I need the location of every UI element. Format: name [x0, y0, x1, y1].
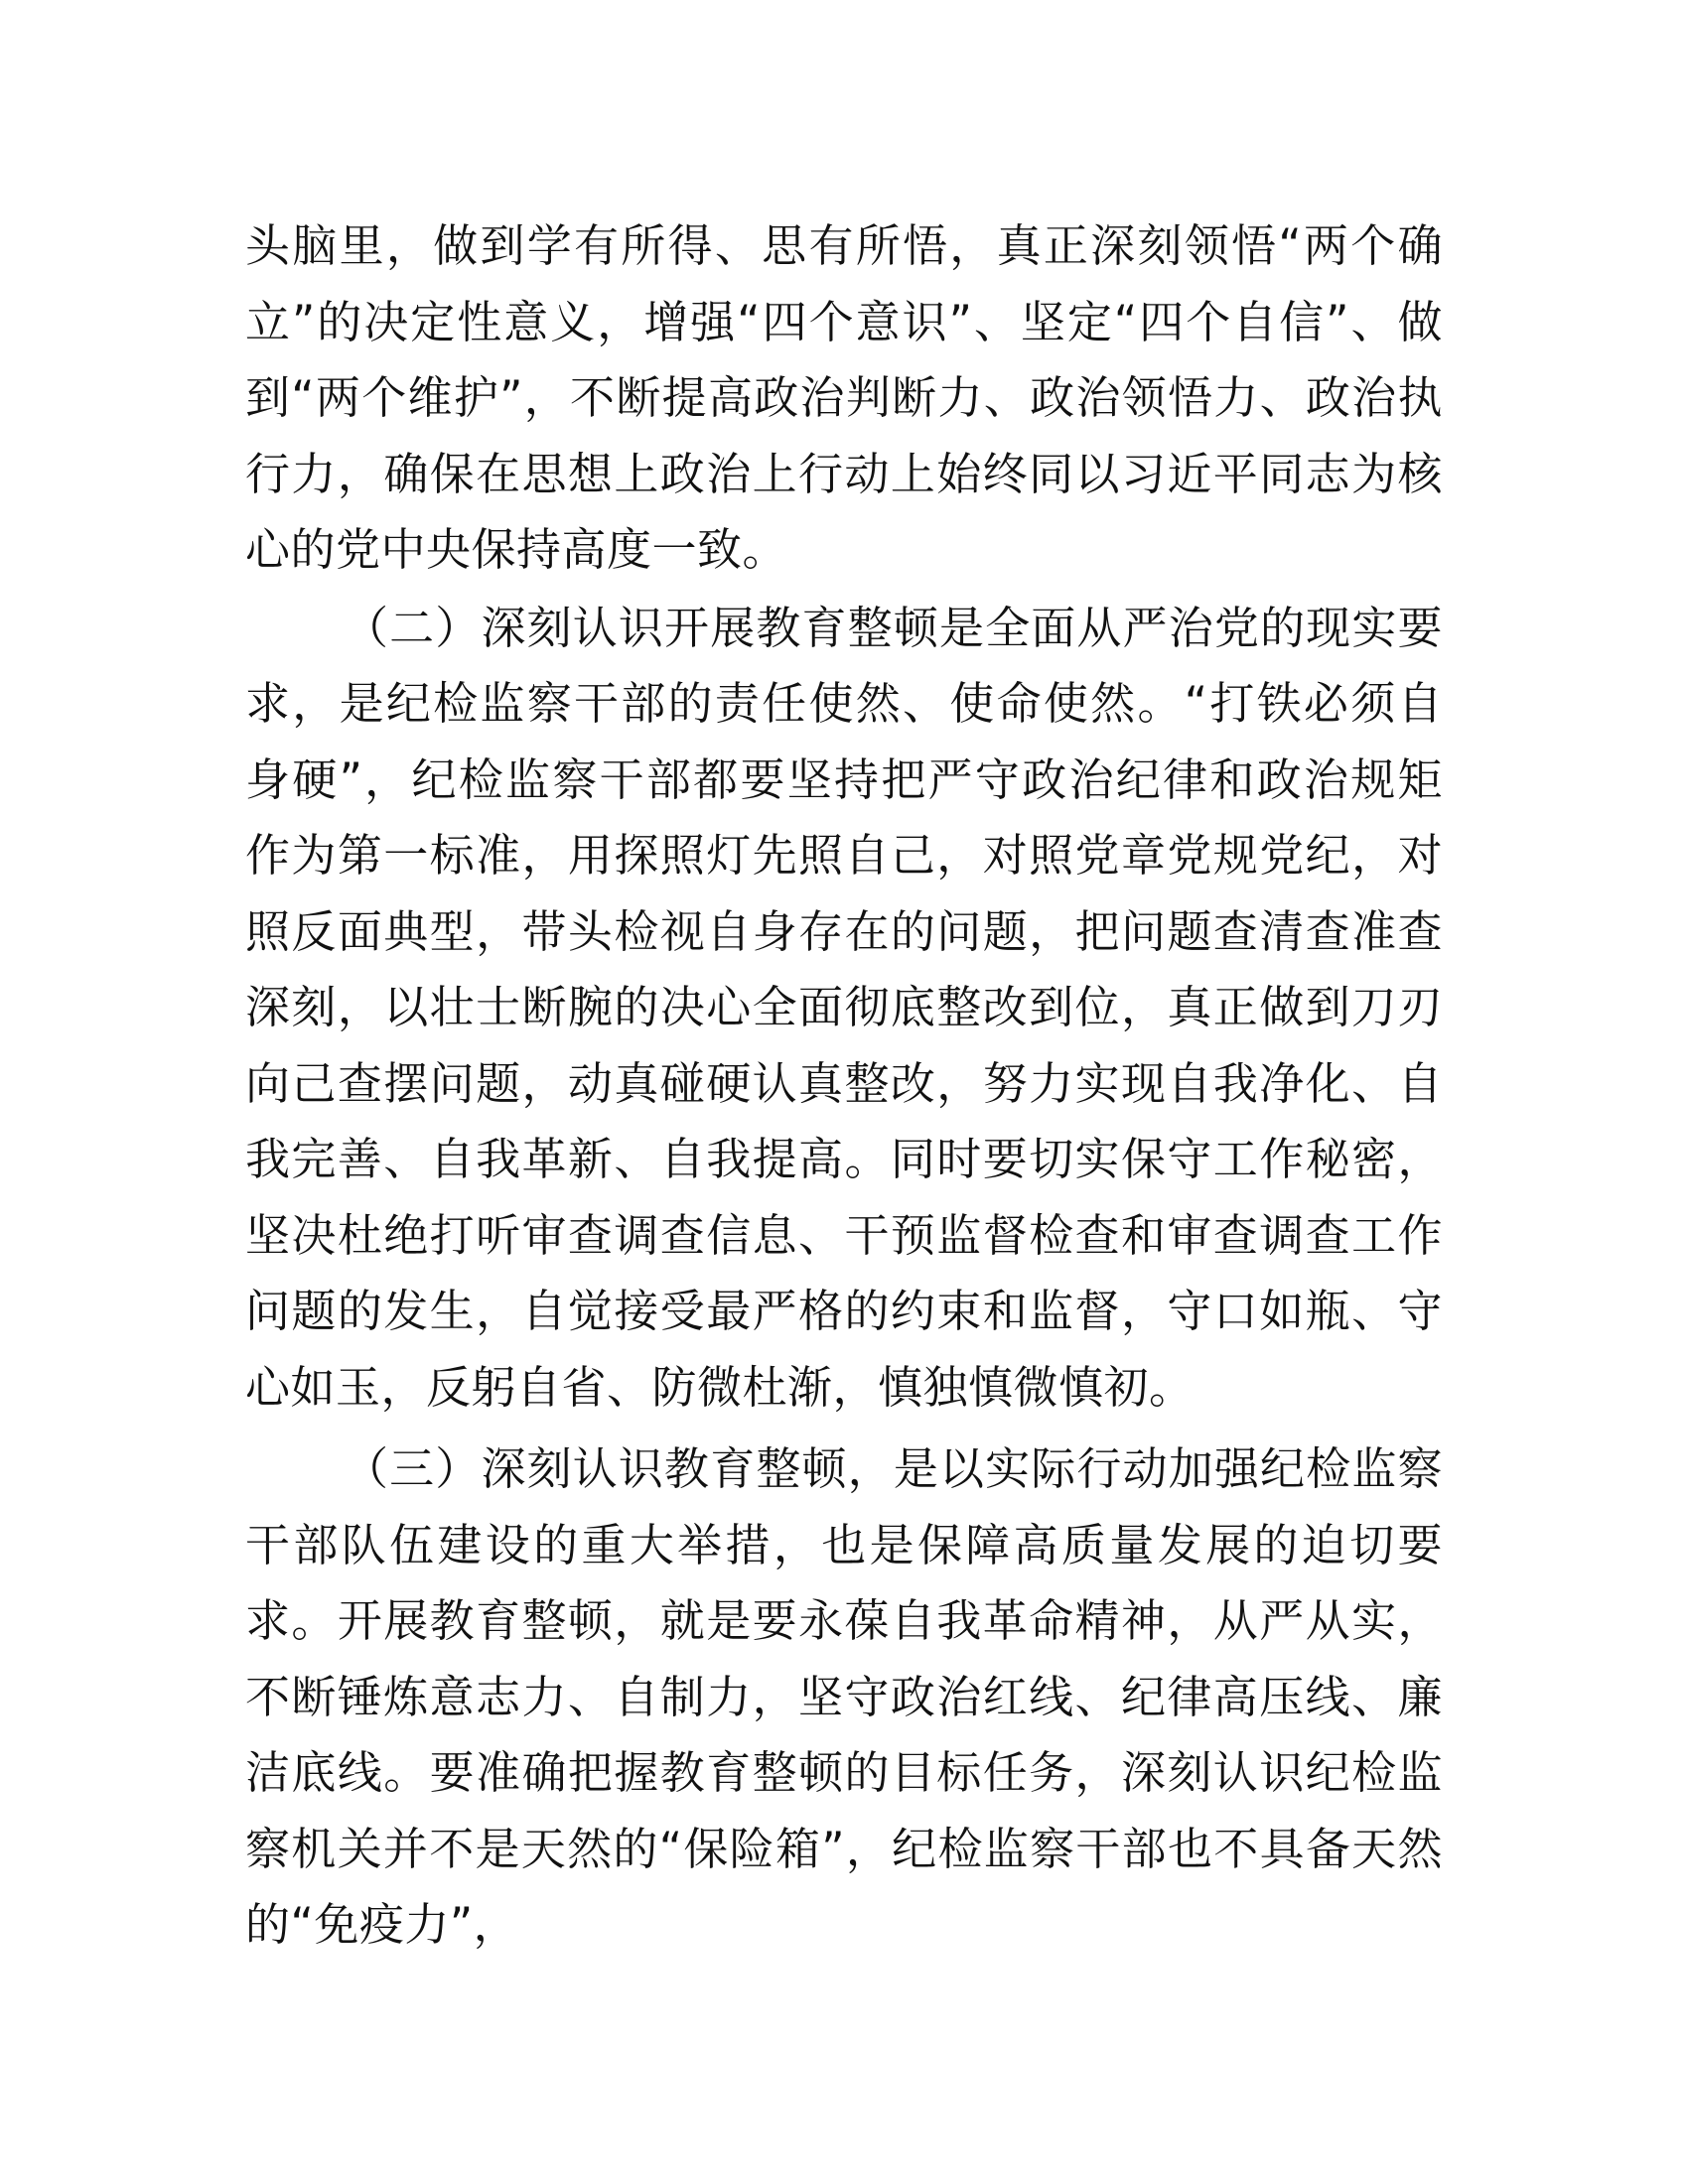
paragraph-continuation: 头脑里，做到学有所得、思有所悟，真正深刻领悟“两个确立”的决定性意义，增强“四个意识”、坚定“四个自信”、做到“两个维护”，不断提高政治判断力、政治领悟力、政治执行力，确保在思想上政治上行动上始终同以习近平同志为核心的党中央保持高度一致。	[245, 219, 1443, 576]
paragraph-section-3: （三）深刻认识教育整顿，是以实际行动加强纪检监察干部队伍建设的重大举措，也是保障高质量发展的迫切要求。开展教育整顿，就是要永葆自我革命精神，从严从实，不断锤炼意志力、自制力，坚守政治红线、纪律高压线、廉洁底线。要准确把握教育整顿的目标任务，深刻认识纪检监察机关并不是天然的“保险箱”，纪检监察干部也不具备天然的“免疫力”，	[245, 1442, 1443, 1951]
document-body	[245, 208, 1443, 1964]
paragraph-section-2: （二）深刻认识开展教育整顿是全面从严治党的现实要求，是纪检监察干部的责任使然、使命使然。“打铁必须自身硬”，纪检监察干部都要坚持把严守政治纪律和政治规矩作为第一标准，用探照灯先照自己，对照党章党规党纪，对照反面典型，带头检视自身存在的问题，把问题查清查准查深刻，以壮士断腕的决心全面彻底整改到位，真正做到刀刃向己查摆问题，动真碰硬认真整改，努力实现自我净化、自我完善、自我革新、自我提高。同时要切实保守工作秘密，坚决杜绝打听审查调查信息、干预监督检查和审查调查工作问题的发生，自觉接受最严格的约束和监督，守口如瓶、守心如玉，反躬自省、防微杜渐，慎独慎微慎初。	[245, 601, 1443, 1414]
